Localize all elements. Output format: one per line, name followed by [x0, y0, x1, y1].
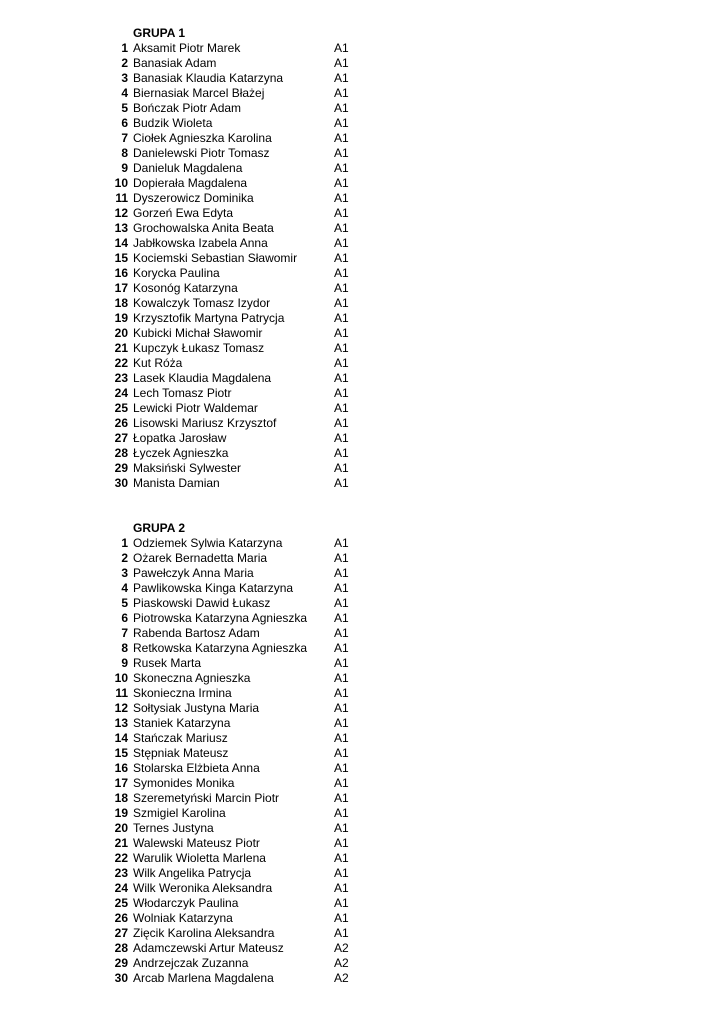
row-number: 16	[114, 266, 128, 280]
list-item	[0, 776, 724, 791]
level-code: A1	[334, 446, 349, 460]
row-number: 24	[114, 881, 128, 895]
list-item	[0, 416, 724, 431]
row-number: 12	[114, 206, 128, 220]
list-item	[0, 791, 724, 806]
student-name: Manista Damian	[133, 476, 220, 490]
level-code: A1	[334, 926, 349, 940]
list-item	[0, 191, 724, 206]
list-item	[0, 716, 724, 731]
row-number: 30	[114, 971, 128, 985]
list-item	[0, 746, 724, 761]
list-item	[0, 806, 724, 821]
row-number: 15	[114, 251, 128, 265]
list-item	[0, 206, 724, 221]
list-item	[0, 41, 724, 56]
row-number: 4	[121, 581, 128, 595]
list-item	[0, 146, 724, 161]
level-code: A1	[334, 611, 349, 625]
student-name: Skoneczna Agnieszka	[133, 671, 251, 685]
student-name: Stępniak Mateusz	[133, 746, 229, 760]
level-code: A1	[334, 731, 349, 745]
level-code: A1	[334, 821, 349, 835]
student-name: Lisowski Mariusz Krzysztof	[133, 416, 277, 430]
level-code: A1	[334, 371, 349, 385]
level-code: A1	[334, 461, 349, 475]
level-code: A1	[334, 551, 349, 565]
list-item	[0, 821, 724, 836]
level-code: A1	[334, 206, 349, 220]
student-name: Rusek Marta	[133, 656, 202, 670]
level-code: A1	[334, 581, 349, 595]
list-item	[0, 326, 724, 341]
student-name: Pawełczyk Anna Maria	[133, 566, 254, 580]
row-number: 6	[121, 116, 128, 130]
row-number: 17	[114, 281, 128, 295]
row-number: 5	[121, 101, 128, 115]
student-name: Szeremetyński Marcin Piotr	[133, 791, 280, 805]
level-code: A1	[334, 896, 349, 910]
list-item	[0, 221, 724, 236]
group-1-title: GRUPA 1	[133, 26, 186, 40]
row-number: 18	[114, 296, 128, 310]
student-name: Symonides Monika	[133, 776, 235, 790]
list-item	[0, 296, 724, 311]
row-number: 13	[114, 221, 128, 235]
list-item	[0, 701, 724, 716]
row-number: 5	[121, 596, 128, 610]
group-1-list	[0, 41, 724, 491]
row-number: 2	[121, 551, 128, 565]
row-number: 21	[114, 836, 128, 850]
student-name: Piaskowski Dawid Łukasz	[133, 596, 271, 610]
list-item	[0, 461, 724, 476]
row-number: 30	[114, 476, 128, 490]
list-item	[0, 941, 724, 956]
row-number: 10	[114, 671, 128, 685]
list-item	[0, 881, 724, 896]
level-code: A1	[334, 911, 349, 925]
level-code: A1	[334, 671, 349, 685]
list-item	[0, 116, 724, 131]
row-number: 11	[115, 191, 128, 205]
student-name: Wolniak Katarzyna	[133, 911, 233, 925]
row-number: 27	[114, 431, 128, 445]
row-number: 7	[121, 131, 128, 145]
list-item	[0, 131, 724, 146]
list-item	[0, 386, 724, 401]
list-item	[0, 56, 724, 71]
row-number: 23	[114, 371, 128, 385]
student-name: Banasiak Klaudia Katarzyna	[133, 71, 284, 85]
student-name: Pawlikowska Kinga Katarzyna	[133, 581, 294, 595]
list-item	[0, 536, 724, 551]
list-item	[0, 431, 724, 446]
level-code: A1	[334, 761, 349, 775]
row-number: 19	[114, 311, 128, 325]
level-code: A1	[334, 266, 349, 280]
student-name: Łyczek Agnieszka	[133, 446, 229, 460]
row-number: 3	[121, 566, 128, 580]
list-item	[0, 896, 724, 911]
student-name: Kowalczyk Tomasz Izydor	[133, 296, 271, 310]
level-code: A1	[334, 161, 349, 175]
level-code: A1	[334, 596, 349, 610]
row-number: 9	[121, 161, 128, 175]
student-name: Krzysztofik Martyna Patrycja	[133, 311, 285, 325]
row-number: 11	[115, 686, 128, 700]
list-item	[0, 71, 724, 86]
row-number: 22	[114, 356, 128, 370]
row-number: 14	[114, 731, 128, 745]
level-code: A1	[334, 296, 349, 310]
list-item	[0, 926, 724, 941]
level-code: A1	[334, 626, 349, 640]
level-code: A1	[334, 356, 349, 370]
level-code: A1	[334, 836, 349, 850]
row-number: 22	[114, 851, 128, 865]
list-item	[0, 626, 724, 641]
level-code: A1	[334, 641, 349, 655]
list-item	[0, 251, 724, 266]
level-code: A1	[334, 566, 349, 580]
student-name: Banasiak Adam	[133, 56, 217, 70]
list-item	[0, 446, 724, 461]
list-item	[0, 401, 724, 416]
level-code: A1	[334, 776, 349, 790]
list-item	[0, 281, 724, 296]
list-item	[0, 836, 724, 851]
row-number: 14	[114, 236, 128, 250]
list-item	[0, 371, 724, 386]
list-item	[0, 761, 724, 776]
row-number: 9	[121, 656, 128, 670]
level-code: A1	[334, 71, 349, 85]
student-name: Lasek Klaudia Magdalena	[133, 371, 272, 385]
student-name: Andrzejczak Zuzanna	[133, 956, 249, 970]
row-number: 24	[114, 386, 128, 400]
student-name: Stańczak Mariusz	[133, 731, 228, 745]
student-name: Ciołek Agnieszka Karolina	[133, 131, 272, 145]
student-name: Lech Tomasz Piotr	[133, 386, 232, 400]
student-name: Jabłkowska Izabela Anna	[133, 236, 268, 250]
row-number: 20	[114, 326, 128, 340]
level-code: A1	[334, 536, 349, 550]
student-name: Maksiński Sylwester	[133, 461, 242, 475]
level-code: A1	[334, 131, 349, 145]
student-name: Ternes Justyna	[133, 821, 214, 835]
student-name: Sołtysiak Justyna Maria	[133, 701, 260, 715]
student-name: Kubicki Michał Sławomir	[133, 326, 263, 340]
list-item	[0, 866, 724, 881]
student-name: Kut Róża	[133, 356, 183, 370]
student-name: Dopierała Magdalena	[133, 176, 248, 190]
list-item	[0, 266, 724, 281]
student-name: Danieluk Magdalena	[133, 161, 243, 175]
list-item	[0, 611, 724, 626]
list-item	[0, 101, 724, 116]
student-name: Dyszerowicz Dominika	[133, 191, 254, 205]
list-item	[0, 551, 724, 566]
list-item	[0, 566, 724, 581]
student-name: Szmigiel Karolina	[133, 806, 226, 820]
level-code: A1	[334, 476, 349, 490]
student-name: Stolarska Elżbieta Anna	[133, 761, 260, 775]
row-number: 29	[114, 956, 128, 970]
row-number: 4	[121, 86, 128, 100]
level-code: A1	[334, 386, 349, 400]
student-name: Rabenda Bartosz Adam	[133, 626, 260, 640]
level-code: A1	[334, 146, 349, 160]
row-number: 15	[114, 746, 128, 760]
list-item	[0, 956, 724, 971]
student-name: Wilk Weronika Aleksandra	[133, 881, 273, 895]
row-number: 10	[114, 176, 128, 190]
student-name: Budzik Wioleta	[133, 116, 213, 130]
row-number: 1	[121, 41, 128, 55]
list-item	[0, 596, 724, 611]
row-number: 28	[114, 941, 128, 955]
list-item	[0, 671, 724, 686]
level-code: A1	[334, 86, 349, 100]
row-number: 6	[121, 611, 128, 625]
student-name: Korycka Paulina	[133, 266, 220, 280]
level-code: A1	[334, 656, 349, 670]
student-name: Łopatka Jarosław	[133, 431, 227, 445]
student-name: Aksamit Piotr Marek	[133, 41, 241, 55]
student-name: Kosonóg Katarzyna	[133, 281, 238, 295]
student-name: Adamczewski Artur Mateusz	[133, 941, 284, 955]
list-item	[0, 686, 724, 701]
level-code: A1	[334, 431, 349, 445]
row-number: 7	[121, 626, 128, 640]
student-name: Włodarczyk Paulina	[133, 896, 239, 910]
group-2-list	[0, 536, 724, 986]
student-name: Kupczyk Łukasz Tomasz	[133, 341, 265, 355]
list-item	[0, 86, 724, 101]
level-code: A1	[334, 101, 349, 115]
student-name: Wilk Angelika Patrycja	[133, 866, 252, 880]
row-number: 18	[114, 791, 128, 805]
list-item	[0, 851, 724, 866]
row-number: 21	[114, 341, 128, 355]
list-item	[0, 341, 724, 356]
level-code: A1	[334, 41, 349, 55]
list-item	[0, 971, 724, 986]
row-number: 26	[114, 416, 128, 430]
level-code: A1	[334, 176, 349, 190]
student-name: Retkowska Katarzyna Agnieszka	[133, 641, 308, 655]
student-name: Piotrowska Katarzyna Agnieszka	[133, 611, 308, 625]
student-name: Odziemek Sylwia Katarzyna	[133, 536, 283, 550]
student-name: Grochowalska Anita Beata	[133, 221, 274, 235]
list-item	[0, 236, 724, 251]
student-name: Ożarek Bernadetta Maria	[133, 551, 268, 565]
student-name: Arcab Marlena Magdalena	[133, 971, 274, 985]
level-code: A1	[334, 116, 349, 130]
student-name: Warulik Wioletta Marlena	[133, 851, 266, 865]
row-number: 26	[114, 911, 128, 925]
list-item	[0, 641, 724, 656]
level-code: A1	[334, 806, 349, 820]
row-number: 8	[121, 146, 128, 160]
row-number: 13	[114, 716, 128, 730]
row-number: 3	[121, 71, 128, 85]
student-name: Kociemski Sebastian Sławomir	[133, 251, 298, 265]
student-name: Lewicki Piotr Waldemar	[133, 401, 258, 415]
level-code: A1	[334, 866, 349, 880]
list-item	[0, 176, 724, 191]
row-number: 25	[114, 896, 128, 910]
row-number: 1	[121, 536, 128, 550]
list-item	[0, 476, 724, 491]
list-item	[0, 731, 724, 746]
list-item	[0, 311, 724, 326]
level-code: A1	[334, 701, 349, 715]
level-code: A2	[334, 941, 349, 955]
row-number: 2	[121, 56, 128, 70]
level-code: A2	[334, 956, 349, 970]
row-number: 8	[121, 641, 128, 655]
level-code: A1	[334, 686, 349, 700]
student-name: Staniek Katarzyna	[133, 716, 231, 730]
list-item	[0, 656, 724, 671]
group-2-title: GRUPA 2	[133, 521, 186, 535]
level-code: A1	[334, 881, 349, 895]
level-code: A1	[334, 341, 349, 355]
level-code: A1	[334, 746, 349, 760]
level-code: A2	[334, 971, 349, 985]
student-name: Skonieczna Irmina	[133, 686, 232, 700]
level-code: A1	[334, 716, 349, 730]
list-item	[0, 356, 724, 371]
student-name: Walewski Mateusz Piotr	[133, 836, 260, 850]
list-item	[0, 911, 724, 926]
row-number: 19	[114, 806, 128, 820]
row-number: 16	[114, 761, 128, 775]
row-number: 20	[114, 821, 128, 835]
level-code: A1	[334, 791, 349, 805]
row-number: 27	[114, 926, 128, 940]
level-code: A1	[334, 281, 349, 295]
level-code: A1	[334, 221, 349, 235]
level-code: A1	[334, 236, 349, 250]
student-name: Danielewski Piotr Tomasz	[133, 146, 270, 160]
student-name: Bończak Piotr Adam	[133, 101, 242, 115]
level-code: A1	[334, 56, 349, 70]
level-code: A1	[334, 401, 349, 415]
row-number: 28	[114, 446, 128, 460]
row-number: 25	[114, 401, 128, 415]
level-code: A1	[334, 251, 349, 265]
list-item	[0, 161, 724, 176]
row-number: 29	[114, 461, 128, 475]
student-name: Biernasiak Marcel Błażej	[133, 86, 265, 100]
row-number: 12	[114, 701, 128, 715]
student-name: Gorzeń Ewa Edyta	[133, 206, 234, 220]
row-number: 17	[114, 776, 128, 790]
level-code: A1	[334, 416, 349, 430]
level-code: A1	[334, 191, 349, 205]
row-number: 23	[114, 866, 128, 880]
level-code: A1	[334, 851, 349, 865]
list-item	[0, 581, 724, 596]
level-code: A1	[334, 326, 349, 340]
student-name: Zięcik Karolina Aleksandra	[133, 926, 275, 940]
level-code: A1	[334, 311, 349, 325]
